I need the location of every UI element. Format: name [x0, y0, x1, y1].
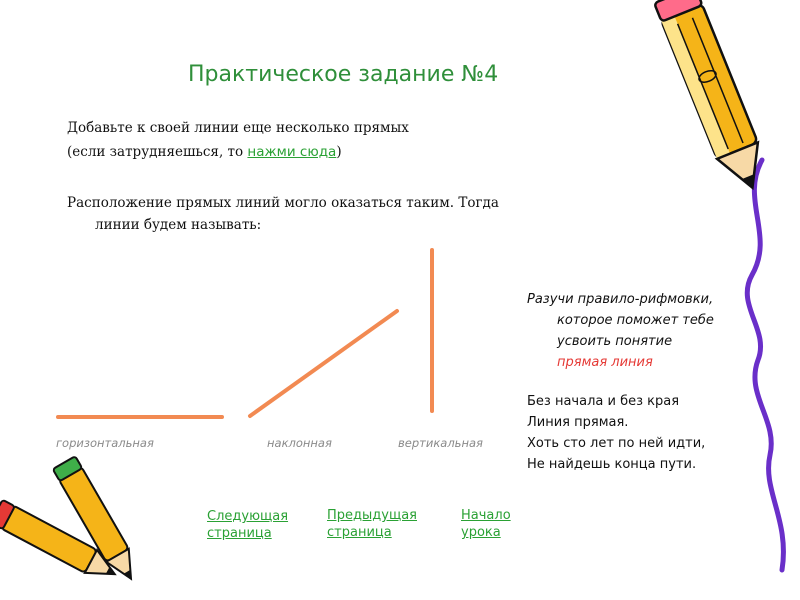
- explanation-line-2: линии будем называть:: [95, 217, 262, 233]
- inclined-line: [250, 311, 397, 416]
- inclined-label: наклонная: [267, 436, 332, 450]
- next-page-link-line-2: страница: [207, 526, 272, 541]
- explanation-line-1: Расположение прямых линий могло оказаться таким. Тогда: [67, 195, 499, 211]
- rhyme-intro-line-4: прямая линия: [557, 355, 653, 370]
- rhyme-block: [527, 289, 787, 475]
- pencil-icon: [654, 0, 773, 196]
- click-here-link[interactable]: нажми сюда: [247, 144, 337, 160]
- rhyme-intro-line-1: Разучи правило-рифмовки,: [527, 292, 714, 307]
- vertical-label: вертикальная: [398, 436, 483, 450]
- lesson-start-link[interactable]: [461, 507, 531, 541]
- previous-page-link[interactable]: [327, 507, 437, 541]
- previous-page-link-line-2: страница: [327, 525, 392, 540]
- previous-page-link-line-1: Предыдущая: [327, 508, 417, 523]
- rhyme-verse-2: Линия прямая.: [527, 415, 629, 430]
- instruction-text: Добавьте к своей линии еще несколько прямых: [67, 120, 409, 136]
- rhyme-intro-line-2: которое поможет тебе: [557, 313, 714, 328]
- rhyme-verse-4: Не найдешь конца пути.: [527, 457, 697, 472]
- lesson-start-link-line-2: урока: [461, 525, 501, 540]
- horizontal-label: горизонтальная: [56, 436, 154, 450]
- page-title: Практическое задание №4: [188, 62, 499, 87]
- hint-prefix: (если затрудняешься, то: [67, 144, 248, 160]
- rhyme-verse-1: Без начала и без края: [527, 394, 680, 409]
- explanation-text: [67, 192, 537, 236]
- lesson-start-link-line-1: Начало: [461, 508, 511, 523]
- hint-suffix: ): [336, 144, 342, 160]
- rhyme-intro-line-3: усвоить понятие: [557, 334, 673, 349]
- next-page-link[interactable]: [207, 508, 307, 542]
- rhyme-verse-3: Хоть сто лет по ней идти,: [527, 436, 706, 451]
- next-page-link-line-1: Следующая: [207, 509, 289, 524]
- hint-text: [67, 141, 342, 163]
- rhyme-intro: [527, 289, 787, 373]
